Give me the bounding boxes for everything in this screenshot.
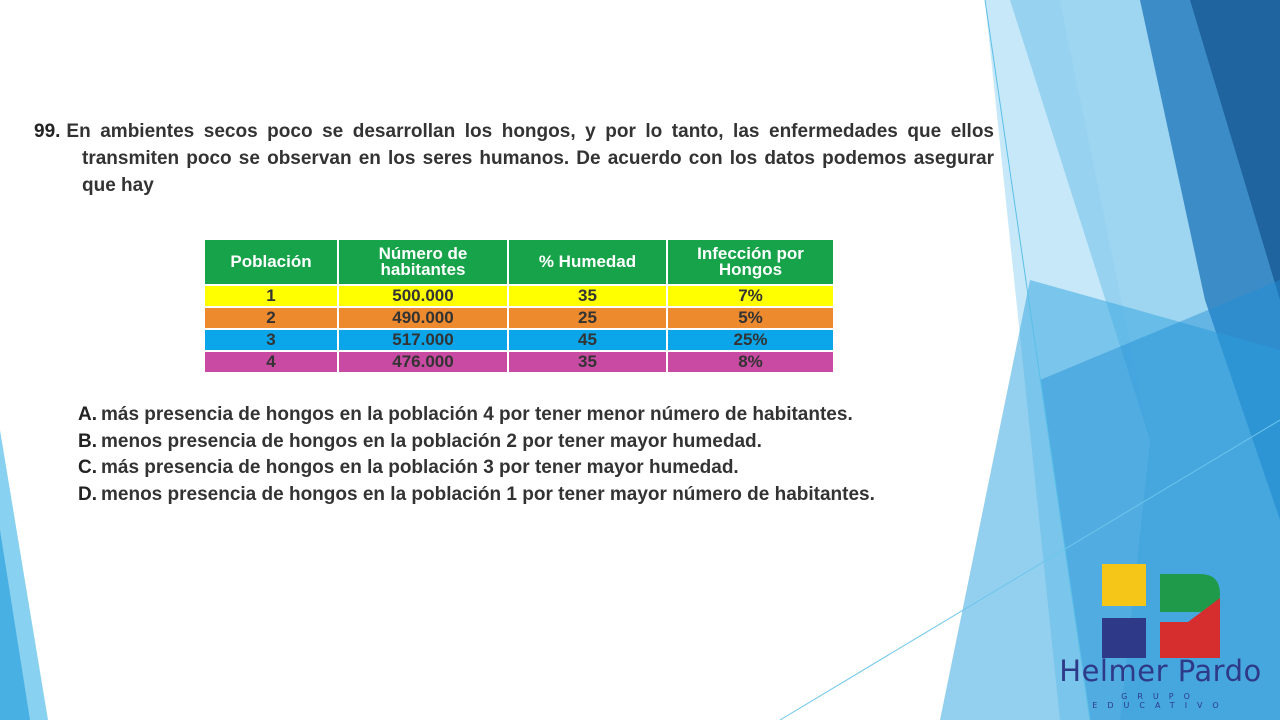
table-cell: 517.000 — [339, 330, 507, 350]
option-text: menos presencia de hongos en la población 2 por tener mayor humedad. — [101, 430, 762, 452]
option-letter: A. — [78, 404, 97, 425]
table-cell: 500.000 — [339, 286, 507, 306]
logo-subtitle: GRUPO EDUCATIVO — [1092, 692, 1229, 710]
question-text: En ambientes secos poco se desarrollan los hongos, y por lo tanto, las enfermedades que ellos transmiten poco se observan en los seres humanos. De acuerdo con los datos podemos asegurar que hay — [66, 121, 994, 196]
column-header: Población — [205, 240, 337, 284]
table-row — [205, 330, 833, 350]
table-cell: 5% — [668, 308, 833, 328]
option-text: menos presencia de hongos en la población 1 por tener mayor número de habitantes. — [101, 483, 875, 505]
option-text: más presencia de hongos en la población 4 por tener menor número de habitantes. — [101, 404, 853, 425]
option-letter: D. — [78, 483, 97, 505]
option-d[interactable] — [78, 482, 958, 509]
table-header-row — [205, 240, 833, 284]
option-text: más presencia de hongos en la población 3 por tener mayor humedad. — [101, 457, 739, 478]
logo-name: Helmer Pardo — [1059, 654, 1262, 688]
table-cell: 490.000 — [339, 308, 507, 328]
column-header: Infección por Hongos — [668, 240, 833, 284]
option-b[interactable] — [78, 429, 958, 456]
column-header: % Humedad — [509, 240, 666, 284]
table-row — [205, 286, 833, 306]
table-cell: 25 — [509, 308, 666, 328]
table-cell: 8% — [668, 352, 833, 372]
table-cell: 2 — [205, 308, 337, 328]
question-number: 99. — [34, 121, 61, 142]
brand-logo-icon — [1058, 562, 1268, 712]
data-table — [203, 238, 835, 374]
table-cell: 7% — [668, 286, 833, 306]
table-cell: 35 — [509, 286, 666, 306]
column-header: Número de habitantes — [339, 240, 507, 284]
table-cell: 4 — [205, 352, 337, 372]
answer-options — [78, 402, 958, 508]
table-cell: 3 — [205, 330, 337, 350]
option-a[interactable] — [78, 402, 958, 429]
option-letter: B. — [78, 430, 97, 452]
table-cell: 45 — [509, 330, 666, 350]
table-cell: 35 — [509, 352, 666, 372]
table-cell: 1 — [205, 286, 337, 306]
table-cell: 476.000 — [339, 352, 507, 372]
option-letter: C. — [78, 457, 97, 478]
option-c[interactable] — [78, 455, 958, 482]
table-cell: 25% — [668, 330, 833, 350]
question — [34, 118, 994, 199]
table-row — [205, 308, 833, 328]
table-row — [205, 352, 833, 372]
